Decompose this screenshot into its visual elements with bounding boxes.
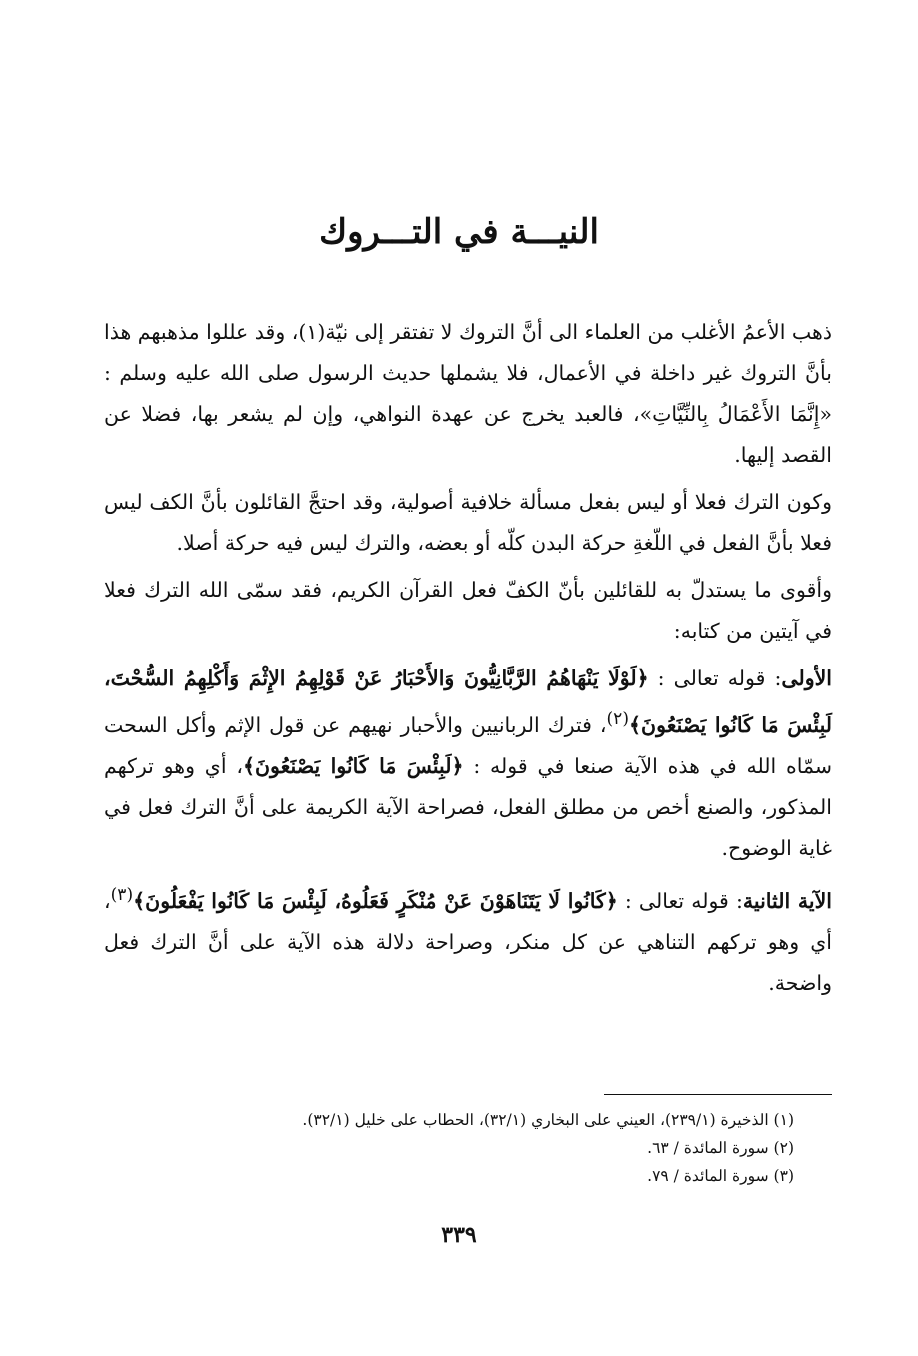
verse-1-text-2: ، أي وهو تركهم المذكور، والصنع أخص من مطلق الفعل، فصراحة الآية الكريمة على أنَّ الترك فعل في غاية الوضوح. [104, 753, 832, 860]
verse-1-footnote-ref: (٢) [606, 709, 630, 729]
verse-2-quote: ﴿كَانُوا لَا يَتَنَاهَوْنَ عَنْ مُنْكَرٍ فَعَلُوهُ، لَبِئْسَ مَا كَانُوا يَفْعَلُونَ﴾ [133, 888, 618, 913]
paragraph-3: وأقوى ما يستدلّ به للقائلين بأنّ الكفّ فعل القرآن الكريم، فقد سمّى الله الترك فعلا في آيتين من كتابه: [104, 578, 832, 643]
footnotes [104, 1106, 794, 1190]
verse-2-text: ، أي وهو تركهم التناهي عن كل منكر، وصراحة دلالة هذه الآية على أنَّ الترك فعل واضحة. [104, 888, 832, 995]
page-title: النيـــة في التـــروك [319, 212, 599, 252]
verse-1-intro: : قوله تعالى : [648, 666, 782, 690]
page-number: ٣٣٩ [441, 1222, 477, 1248]
verse-2-intro: : قوله تعالى : [617, 888, 743, 913]
footnote-divider [604, 1094, 832, 1095]
verse-2-label: الآية الثانية [742, 888, 832, 913]
verse-1-quote-2: ﴿لَبِئْسَ مَا كَانُوا يَصْنَعُونَ﴾ [242, 753, 464, 778]
verse-1-label: الأولى [781, 666, 832, 690]
verse-2-paragraph [104, 875, 832, 1004]
verse-1-quote: ﴿لَوْلَا يَنْهَاهُمُ الرَّبَّانِيُّونَ وَالأَحْبَارُ عَنْ قَوْلِهِمُ الإِثْمَ وَأَكْلِهِمُ السُّحْتَ، لَبِئْسَ مَا كَانُوا يَصْنَعُونَ﴾ [104, 666, 832, 737]
body-text [104, 312, 832, 1004]
paragraph-2: وكون الترك فعلا أو ليس بفعل مسألة خلافية أصولية، وقد احتجَّ القائلون بأنَّ الكف ليس فعلا بأنَّ الفعل في اللّغةِ حركة البدن كلّه أو بعضه، والترك ليس فيه حركة أصلا. [104, 490, 832, 555]
verse-2-footnote-ref: (٣) [110, 884, 134, 905]
verse-1-text-1: ، فترك الربانيين والأحبار نهيهم عن قول الإثم وأكل السحت سمّاه الله في هذه الآية صنعا في قوله : [104, 712, 833, 778]
footnote-1: (١) الذخيرة (٢٣٩/١)، العيني على البخاري (٣٢/١)، الحطاب على خليل (٣٢/١). [302, 1111, 794, 1129]
paragraph-1: ذهب الأعمُ الأغلب من العلماء الى أنَّ التروك لا تفتقر إلى نيّة(١)، وقد عللوا مذهبهم هذا بأنَّ التروك غير داخلة في الأعمال، فلا يشملها حديث الرسول صلى الله عليه وسلم : «إِنَّمَا الأَعْمَالُ بِالنِّيَّاتِ»، فالعبد يخرج عن عهدة النواهي، وإن لم يشعر بها، فضلا عن القصد إليها. [104, 320, 832, 467]
footnote-3: (٣) سورة المائدة / ٧٩. [647, 1167, 794, 1185]
footnote-2: (٢) سورة المائدة / ٦٣. [647, 1139, 794, 1157]
verse-1-paragraph [104, 658, 832, 869]
